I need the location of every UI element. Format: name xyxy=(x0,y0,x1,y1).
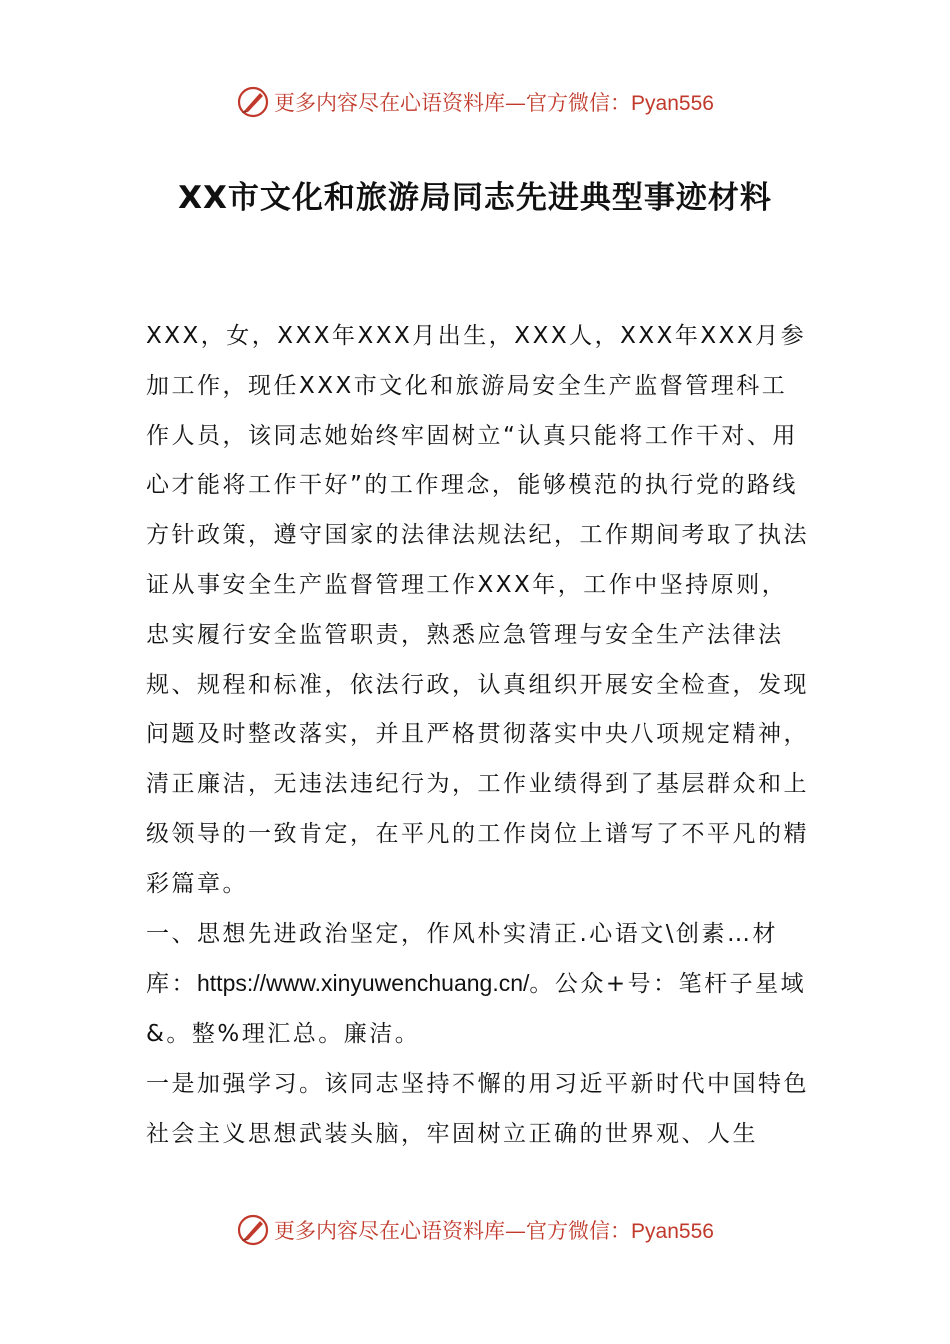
intro-paragraph: XXX，女，XXX年XXX月出生，XXX人，XXX年XXX月参加工作，现任XXX市文化和旅游局安全生产监督管理科工作人员，该同志她始终牢固树立“认真只能将工作干对、用心才能将工作干好”的工作理念，能够模范的执行党的路线方针政策，遵守国家的法律法规法纪，工作期间考取了执法证从事安全生产监督管理工作XXX年，工作中坚持原则，忠实履行安全监管职责，熟悉应急管理与安全生产法律法规、规程和标准，依法行政，认真组织开展安全检查，发现问题及时整改落实，并且严格贯彻落实中央八项规定精神，清正廉洁，无违法违纪行为，工作业绩得到了基层群众和上级领导的一致肯定，在平凡的工作岗位上谱写了不平凡的精彩篇章。 xyxy=(146,323,809,897)
wechat-id: Pyan556 xyxy=(631,92,714,115)
pen-circle-logo-icon xyxy=(236,1213,270,1247)
website-link[interactable]: https://www.xinyuwenchuang.cn/ xyxy=(197,970,530,997)
document-body xyxy=(146,312,812,1160)
study-paragraph: 一是加强学习。该同志坚持不懈的用习近平新时代中国特色社会主义思想武装头脑，牢固树立正确的世界观、人生 xyxy=(146,1070,809,1147)
banner-text: 更多内容尽在心语资料库—官方微信：Pyan556 xyxy=(274,91,714,115)
section-heading: 一、思想先进政治坚定，作风朴实清正.心语文\创素…材库：https://www.xinyuwenchuang.cn/。公众+号：笔杆子星域&。整%理汇总。廉洁。 xyxy=(146,920,807,1048)
document-title: XX市文化和旅游局同志先进典型事迹材料 xyxy=(178,180,772,216)
footer-banner xyxy=(0,1210,950,1250)
pen-circle-logo-icon xyxy=(236,85,270,119)
banner-text: 更多内容尽在心语资料库—官方微信：Pyan556 xyxy=(274,1219,714,1243)
header-banner xyxy=(0,82,950,122)
wechat-id: Pyan556 xyxy=(631,1220,714,1243)
